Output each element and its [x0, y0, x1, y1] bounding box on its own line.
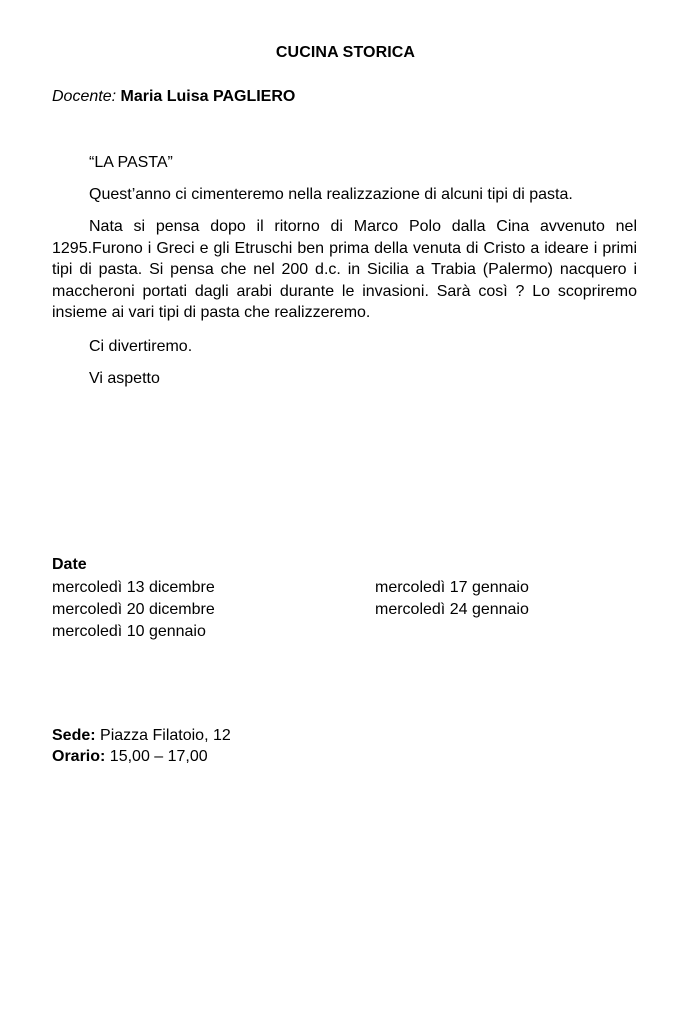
venue-line: [52, 727, 231, 745]
teacher-name: Maria Luisa PAGLIERO: [120, 88, 296, 105]
schedule-label: Orario:: [52, 748, 106, 765]
schedule-value: 15,00 – 17,00: [109, 748, 208, 765]
dates-left-column: [52, 577, 215, 643]
date-item: mercoledì 17 gennaio: [375, 579, 529, 596]
date-item: mercoledì 20 dicembre: [52, 601, 215, 618]
venue-value: Piazza Filatoio, 12: [100, 727, 231, 744]
dates-heading: Date: [52, 556, 87, 573]
document-title: CUCINA STORICA: [275, 44, 416, 61]
pasta-title-paragraph: “LA PASTA”: [89, 154, 173, 171]
date-item: mercoledì 24 gennaio: [375, 601, 529, 618]
teacher-label: Docente:: [52, 88, 117, 105]
history-paragraph: Nata si pensa dopo il ritorno di Marco Polo dalla Cina avvenuto nel 1295.Furono i Greci e gli Etruschi ben prima della venuta di Cristo a ideare i primi tipi di pasta. Si pensa che nel 200 d.c. in Sicilia a Trabia (Palermo) nacquero i maccheroni portati dagli arabi durante le invasioni. Sarà così ? Lo scopriremo insieme ai vari tipi di pasta che realizzeremo.: [52, 218, 637, 321]
closing-paragraph: Vi aspetto: [89, 370, 160, 387]
date-item: mercoledì 13 dicembre: [52, 579, 215, 596]
schedule-line: [52, 748, 208, 766]
dates-right-column: [375, 577, 529, 621]
teacher-line: [52, 88, 295, 106]
intro-paragraph: Quest’anno ci cimenteremo nella realizzazione di alcuni tipi di pasta.: [89, 186, 573, 203]
date-item: mercoledì 10 gennaio: [52, 623, 206, 640]
venue-label: Sede:: [52, 727, 96, 744]
fun-paragraph: Ci divertiremo.: [89, 338, 193, 355]
